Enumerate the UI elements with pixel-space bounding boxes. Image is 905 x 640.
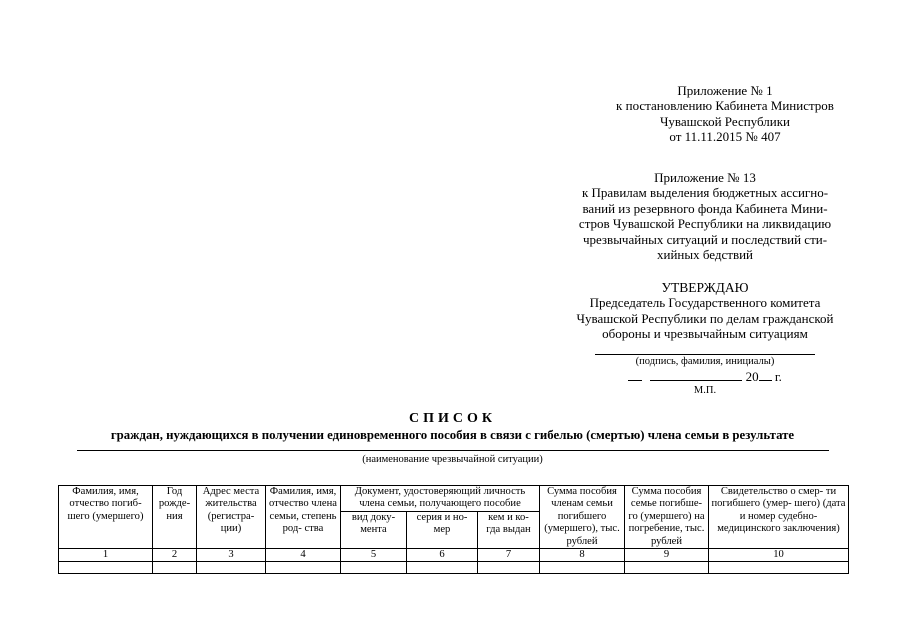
appendix-1-line: к постановлению Кабинета Министров <box>616 98 834 114</box>
table-cell <box>625 562 709 574</box>
approval-line: Чувашской Республики по делам гражданской <box>576 310 834 326</box>
column-number: 2 <box>153 549 197 562</box>
table-cell <box>153 562 197 574</box>
table-cell <box>266 562 341 574</box>
date-year-prefix: 20 <box>745 368 759 384</box>
col-header-document-type: вид доку- мента <box>341 511 407 548</box>
col-header-allowance-burial: Сумма пособия семье погибше- го (умершего) на погребение, тыс. рублей <box>625 486 709 549</box>
col-header-identity-document: Документ, удостоверяющий личность члена семьи, получающего пособие <box>341 486 540 512</box>
table-cell <box>341 562 407 574</box>
date-day-blank <box>628 369 642 381</box>
situation-name-line <box>77 450 829 451</box>
col-header-family-member: Фамилия, имя, отчество члена семьи, степень род- ства <box>266 486 341 549</box>
appendix-13-line: чрезвычайных ситуаций и последствий сти- <box>582 231 828 247</box>
col-header-address: Адрес места жительства (регистра- ции) <box>197 486 266 549</box>
appendix-13-line: хийных бедствий <box>656 247 753 263</box>
table-cell <box>709 562 849 574</box>
table-cell <box>407 562 478 574</box>
appendix-13-line: ваний из резервного фонда Кабинета Мини- <box>582 200 828 216</box>
appendix-13-line: Приложение № 13 <box>654 170 756 185</box>
appendix-13-heading <box>560 170 850 262</box>
table-cell <box>59 562 153 574</box>
date-year-suffix: г. <box>774 368 782 384</box>
table-cell <box>478 562 540 574</box>
approval-line: Председатель Государственного комитета <box>589 295 821 311</box>
col-header-death-certificate: Свидетельство о смер- ти погибшего (умер- шего) (дата и номер судебно-медицинского заключения) <box>709 486 849 549</box>
date-month-blank <box>650 369 742 381</box>
table-header-row <box>59 486 849 512</box>
appendix-13-line: стров Чувашской Республики на ликвидацию <box>578 216 832 232</box>
document-title: СПИСОК <box>408 411 497 426</box>
column-number: 9 <box>625 549 709 562</box>
date-year-blank <box>759 369 772 381</box>
col-header-deceased-name: Фамилия, имя, отчество погиб- шего (умершего) <box>59 486 153 549</box>
table-row <box>59 562 849 574</box>
approval-block <box>560 280 850 397</box>
column-number: 5 <box>341 549 407 562</box>
column-number: 7 <box>478 549 540 562</box>
approval-date-line <box>560 369 850 384</box>
col-header-allowance-family: Сумма пособия членам семьи погибшего (умершего), тыс. рублей <box>540 486 625 549</box>
column-number: 8 <box>540 549 625 562</box>
seal-label: М.П. <box>693 384 717 396</box>
column-numbers-row <box>59 549 849 562</box>
appendix-1-line: Приложение № 1 <box>677 83 773 98</box>
col-header-document-number: серия и но- мер <box>407 511 478 548</box>
situation-caption: (наименование чрезвычайной ситуации) <box>362 454 543 465</box>
column-number: 1 <box>59 549 153 562</box>
column-number: 4 <box>266 549 341 562</box>
column-number: 10 <box>709 549 849 562</box>
document-title-block <box>30 411 875 466</box>
document-subtitle: граждан, нуждающихся в получении единовременного пособия в связи с гибелью (смертью) члена семьи в результате <box>110 428 795 442</box>
table-cell <box>197 562 266 574</box>
column-number: 6 <box>407 549 478 562</box>
recipients-table <box>58 485 849 574</box>
appendix-1-line: Чувашской Республики <box>659 113 791 129</box>
approval-heading: УТВЕРЖДАЮ <box>661 280 749 295</box>
signature-caption: (подпись, фамилия, инициалы) <box>635 355 775 367</box>
appendix-1-heading <box>560 83 890 145</box>
appendix-1-line: от 11.11.2015 № 407 <box>669 129 781 145</box>
table-cell <box>540 562 625 574</box>
col-header-document-issued: кем и ко- гда выдан <box>478 511 540 548</box>
appendix-13-line: к Правилам выделения бюджетных ассигно- <box>581 185 829 201</box>
column-number: 3 <box>197 549 266 562</box>
approval-line: обороны и чрезвычайным ситуациям <box>602 326 808 342</box>
col-header-birth-year: Год рожде- ния <box>153 486 197 549</box>
